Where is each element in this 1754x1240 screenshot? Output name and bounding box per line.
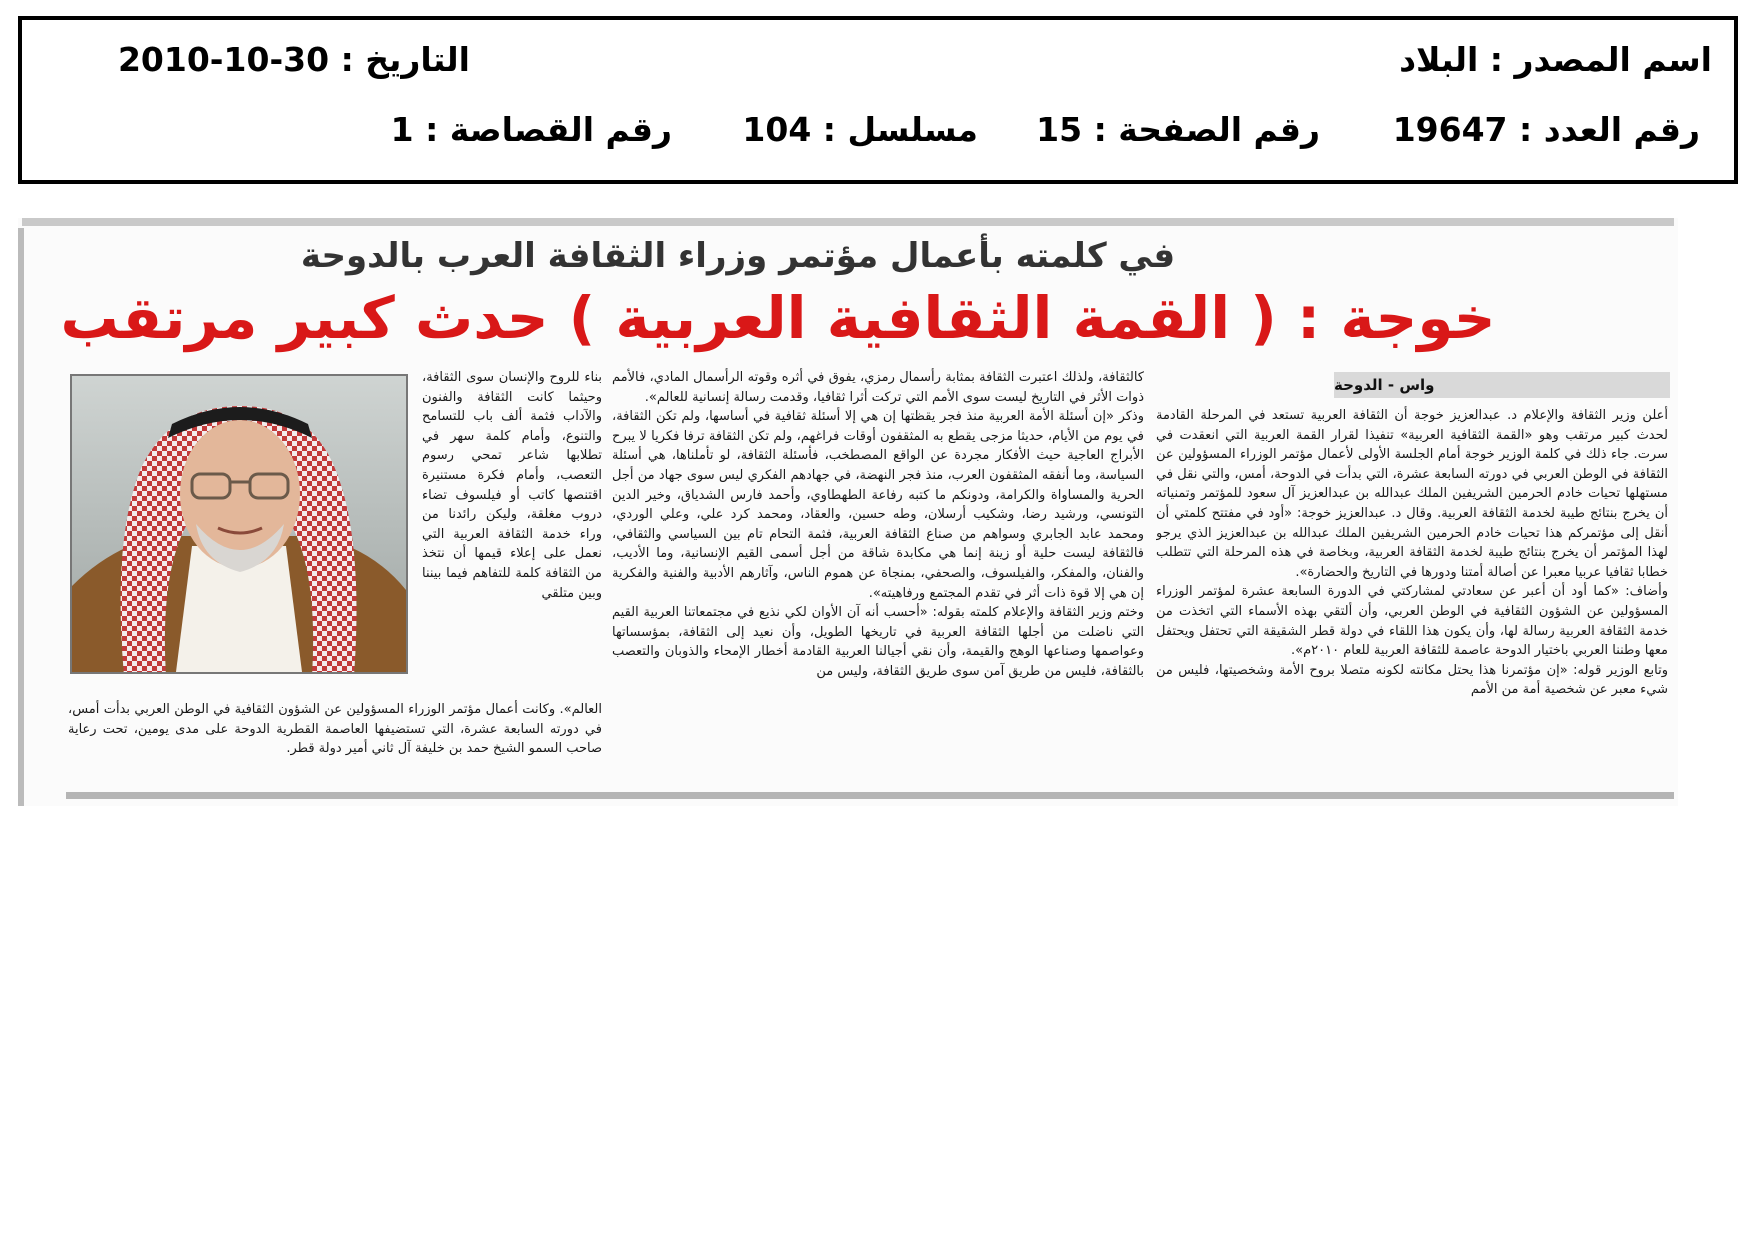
article-headline: خوجة : ( القمة الثقافية العربية ) حدث كبير مرتقب [60,284,1496,352]
paragraph: وختم وزير الثقافة والإعلام كلمته بقوله: «أحسب أنه آن الأوان لكي نذيع في مجتمعاتنا العربية القيم التي ناضلت من أجلها الثقافة العربية في تاريخها الطويل، وأن نعيد إلى الثقافة، بمؤسساتها وعواصمها وصناعها الوهج والقيمة، وأن نقي أجيالنا العربية القادمة أخطار الإمحاء والذوبان والتعصب بالثقافة، فليس من طريق آمن سوى طريق الثقافة، وليس من [612,605,1144,679]
clipping-metadata-box [18,16,1738,184]
top-rule [22,218,1674,226]
paragraph: بناء للروح والإنسان سوى الثقافة، وحيثما كانت الثقافة والفنون والآداب فثمة ألف باب للتسامح والتنوع، وأمام كلمة سهر في تطلابها شاعر تمحي رسوم التعصب، وأمام فكرة مستنيرة اقتنصها كاتب أو فيلسوف تضاء دروب مغلقة، وليكن رائدنا من وراء خدمة الثقافة العربية التي نعمل على إعلاء قيمها أن نتخذ من الثقافة كلمة للتفاهم فيما بيننا وبين متلقي [422,370,602,601]
page-number: رقم الصفحة : 15 [1036,110,1320,149]
article-dateline: واس - الدوحة [1334,372,1670,398]
article-column-3 [422,368,602,700]
newspaper-clipping [18,218,1678,806]
serial-number: مسلسل : 104 [742,110,978,149]
article-column-1 [1156,406,1668,788]
article-kicker: في كلمته بأعمال مؤتمر وزراء الثقافة العرب بالدوحة [300,236,1176,276]
paragraph: كالثقافة، ولذلك اعتبرت الثقافة بمثابة رأسمال رمزي، يفوق في أثره وقوته الرأسمال المادي، فالأمم ذوات الأثر في التاريخ ليست سوى الأمم التي تركت أثرا ثقافيا، وقدمت رسالة إنسانية للعالم». [612,370,1144,405]
clipping-number: رقم القصاصة : 1 [390,110,672,149]
bottom-rule [66,792,1674,799]
paragraph: وأضاف: «كما أود أن أعبر عن سعادتي لمشاركتي في الدورة السابعة عشرة لمؤتمر الوزراء المسؤولين عن الشؤون الثقافية في الوطن العربي، وأن ألتقي بهذه الأسماء التي اتخذت من خدمة الثقافة العربية رسالة لها، وأن يكون هذا اللقاء في دولة قطر الشقيقة التي تحتفل ويحتفل معها وطننا العربي باختيار الدوحة عاصمة للثقافة العربية للعام ٢٠١٠م». [1156,584,1668,659]
paragraph: أعلن وزير الثقافة والإعلام د. عبدالعزيز خوجة أن الثقافة العربية تستعد في المرحلة القادمة لحدث كبير مرتقب وهو «القمة الثقافية العربية» تنفيذا لقرار القمة العربية التي انعقدت في سرت. جاء ذلك في كلمة الوزير خوجة أمام الجلسة الأولى لأعمال مؤتمر الوزراء المسؤولين عن الثقافة في الوطن العربي في دورته السابعة عشرة، التي بدأت في الدوحة، أمس، والتي نقل في مستهلها تحيات خادم الحرمين الشريفين الملك عبدالله بن عبدالعزيز آل سعود للمؤتمر وتمنياته أن يخرج بنتائج طيبة لخدمة الثقافة العربية. وقال د. عبدالعزيز خوجة: «أود في مفتتح كلمتي أن أنقل إلى مؤتمركم هذا تحيات خادم الحرمين الشريفين الملك عبدالله بن عبدالعزيز الذي يرجو لهذا المؤتمر أن يخرج بنتائج طيبة لخدمة الثقافة العربية، وبخاصة في هذه المرحلة التي تتطلب خطابا ثقافيا عربيا معبرا عن أصالة أمتنا ودورها في التاريخ والحضارة». [1156,408,1668,580]
article-column-4 [68,700,602,790]
clipping-date: التاريخ : 30-10-2010 [117,40,470,79]
paragraph: وتابع الوزير قوله: «إن مؤتمرنا هذا يحتل مكانته لكونه متصلا بروح الأمة وشخصيتها، فليس من شيء معبر عن شخصية أمة من الأمم [1156,662,1668,698]
paragraph: وذكر «إن أسئلة الأمة العربية منذ فجر يقظتها إن هي إلا أسئلة ثقافية في أساسها، ولم تكن الثقافة، في يوم من الأيام، حديثا مزجى يقطع به المثقفون أوقات فراغهم، ولم تكن الثقافة ترفا فكريا لا يبرح الأبراج العاجية حيث الأفكار مجردة عن الواقع المصطخب، فأسئلة الثقافة، لو تأملناها، هي أسئلة السياسة، وما أنفقه المثقفون العرب، منذ فجر النهضة، في جهادهم الفكري ليس سوى جهاد من أجل الحرية والمساواة والكرامة، ودونكم ما كتبه رفاعة الطهطاوي، وأحمد فارس الشدياق، وخير الدين التونسي، ورشيد رضا، وشكيب أرسلان، وطه حسين، والعقاد، ومحمد كرد علي، وعلي الوردي، ومحمد عابد الجابري وسواهم من صناع الثقافة العربية، فثمة التحام تام بين السياسي والثقافي، فالثقافة ليست حلية أو زينة إنما هي مكابدة شاقة من أجل أسمى القيم الإنسانية، وما الأديب، والفنان، والمفكر، والفيلسوف، والصحفي، بمنجاة عن هموم الناس، وآثارهم الأدبية والفنية والفكرية إن هي إلا قوة ذات أثر في تقدم المجتمع ورفاهيته». [612,409,1144,601]
issue-number: رقم العدد : 19647 [1392,110,1700,149]
minister-photo [70,374,408,674]
paragraph: العالم». وكانت أعمال مؤتمر الوزراء المسؤولين عن الشؤون الثقافية في الوطن العربي بدأت أمس، في دورته السابعة عشرة، التي تستضيفها العاصمة القطرية الدوحة على مدى يومين، تحت رعاية صاحب السمو الشيخ حمد بن خليفة آل ثاني أمير دولة قطر. [68,702,602,757]
portrait-illustration [72,376,406,672]
article-column-2 [612,368,1144,788]
source-name: اسم المصدر : البلاد [1399,40,1712,79]
